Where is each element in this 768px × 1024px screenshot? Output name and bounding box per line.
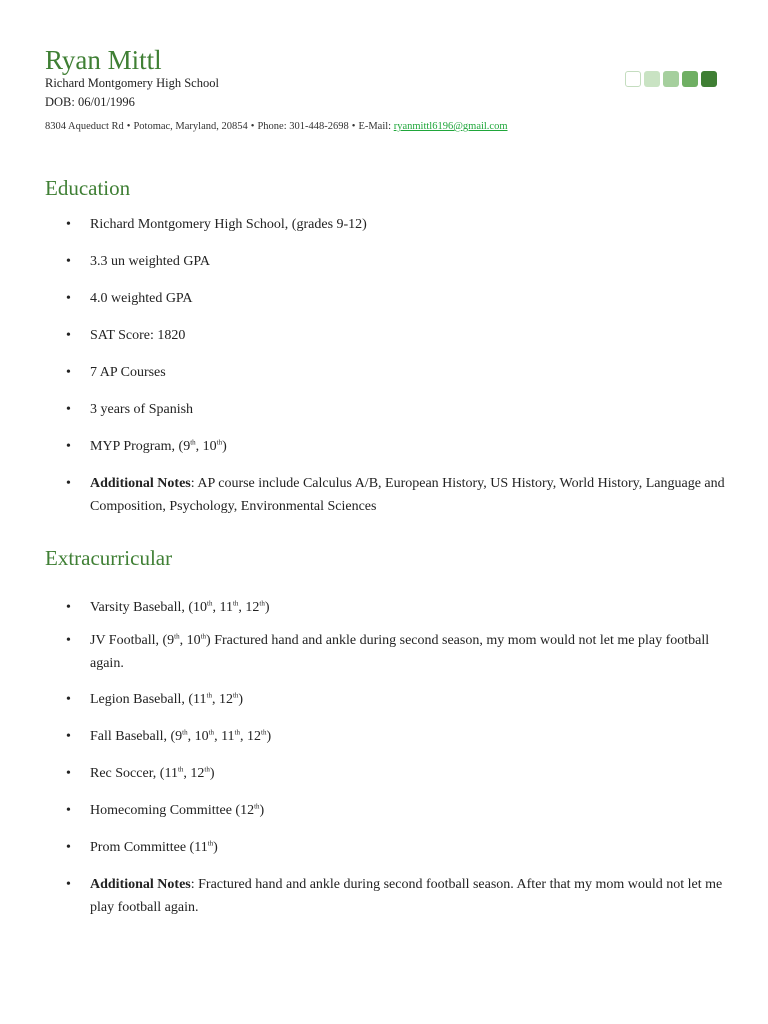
list-item: • Varsity Baseball, (10th, 11th, 12th): [90, 596, 725, 619]
school-name: Richard Montgomery High School: [45, 76, 219, 90]
address: 8304 Aqueduct Rd: [45, 121, 124, 132]
email-label: E-Mail:: [358, 121, 392, 132]
accent-square: [644, 71, 660, 87]
accent-square: [663, 71, 679, 87]
contact-line: [45, 120, 508, 134]
list-item: • Legion Baseball, (11th, 12th): [90, 688, 725, 711]
bullet-separator: •: [126, 121, 131, 132]
bullet-separator: •: [351, 121, 356, 132]
date-of-birth: DOB: 06/01/1996: [45, 95, 135, 109]
city-state-zip: Potomac, Maryland, 20854: [133, 121, 248, 132]
list-item: • Richard Montgomery High School, (grades 9-12): [90, 213, 725, 236]
list-item: • Homecoming Committee (12th): [90, 799, 725, 822]
list-item: • MYP Program, (9th, 10th): [90, 435, 725, 458]
notes-label: Additional Notes: [90, 476, 191, 491]
list-item-notes: [90, 472, 725, 518]
resume-name: Ryan Mittl: [45, 45, 162, 75]
extracurricular-heading: Extracurricular: [45, 546, 173, 570]
notes-text: : Fractured hand and ankle during second football season. After that my mom would not let me play football again.: [90, 877, 723, 915]
accent-square: [625, 71, 641, 87]
list-item: • 3.3 un weighted GPA: [90, 250, 725, 273]
list-item: • Prom Committee (11th): [90, 836, 725, 859]
accent-squares-decoration: [625, 71, 717, 87]
list-item: • 4.0 weighted GPA: [90, 287, 725, 310]
list-item: • 7 AP Courses: [90, 361, 725, 384]
email-link[interactable]: ryanmittl6196@gmail.com: [393, 121, 508, 132]
accent-square: [682, 71, 698, 87]
list-item: • SAT Score: 1820: [90, 324, 725, 347]
notes-text: : AP course include Calculus A/B, European History, US History, World History, Language and Composition, Psychology, Environmental Sciences: [90, 476, 725, 514]
list-item: • 3 years of Spanish: [90, 398, 725, 421]
list-item-notes: [90, 873, 725, 919]
list-item: • Fall Baseball, (9th, 10th, 11th, 12th): [90, 725, 725, 748]
accent-square: [701, 71, 717, 87]
education-heading: Education: [45, 176, 131, 200]
list-item: • Rec Soccer, (11th, 12th): [90, 762, 725, 785]
notes-label: Additional Notes: [90, 877, 191, 892]
phone: Phone: 301-448-2698: [257, 121, 349, 132]
bullet-separator: •: [250, 121, 255, 132]
list-item: • JV Football, (9th, 10th) Fractured hand and ankle during second season, my mom would not let me play football again.: [90, 629, 725, 675]
